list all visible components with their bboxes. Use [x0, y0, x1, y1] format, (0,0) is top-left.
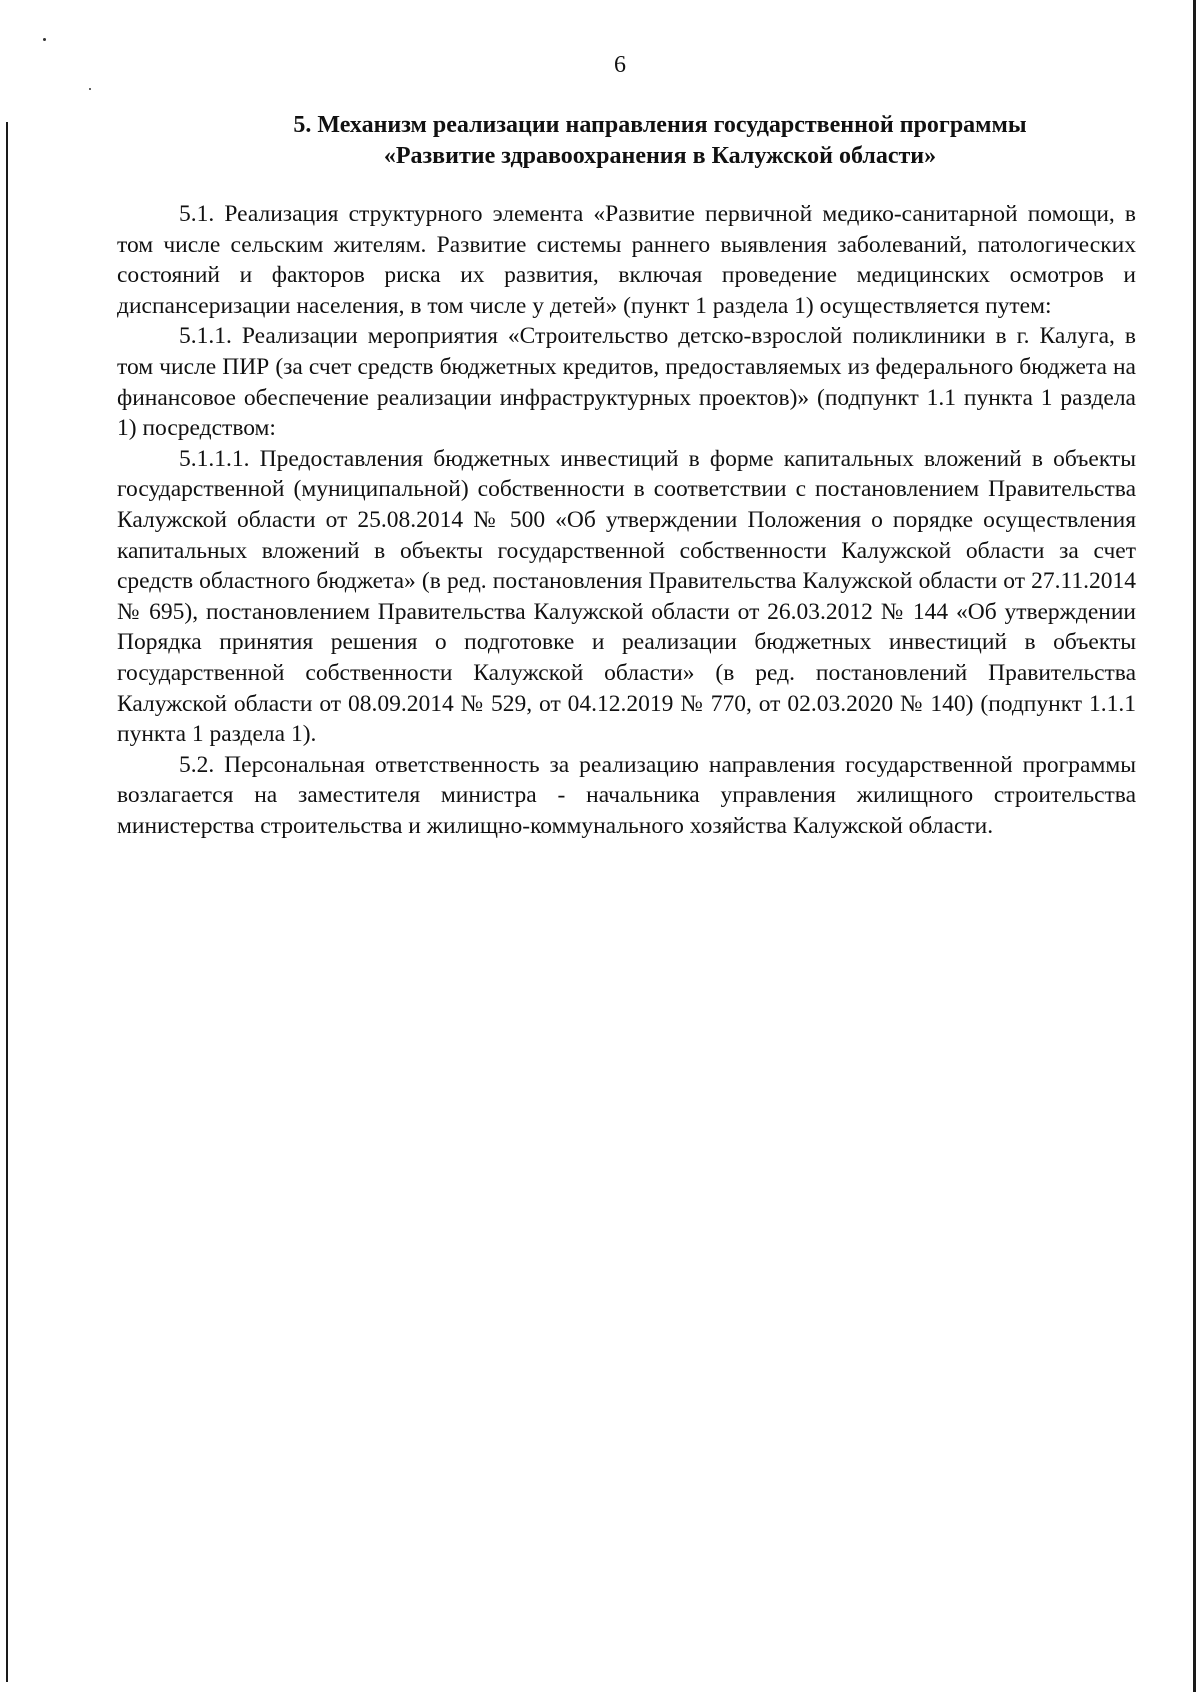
paragraph-5-1: 5.1. Реализация структурного элемента «Развитие первичной медико-санитарной помощи, в том числе сельским жителям. Развитие системы раннего выявления заболеваний, патологических состояний и факторов риска их развития, включая проведение медицинских осмотров и диспансеризации населения, в том числе у детей» (пункт 1 раздела 1) осуществляется путем: — [117, 201, 1136, 319]
body-text — [117, 199, 1136, 841]
section-heading-line-1: 5. Механизм реализации направления государственной программы — [293, 112, 1027, 138]
page-number: 6 — [614, 52, 626, 78]
section-heading-line-2: «Развитие здравоохранения в Калужской области» — [383, 143, 937, 169]
paragraph-5-1-1-1: 5.1.1.1. Предоставления бюджетных инвестиций в форме капитальных вложений в объекты государственной (муниципальной) собственности в соответствии с постановлением Правительства Калужской области от 25.08.2014 № 500 «Об утверждении Положения о порядке осуществления капитальных вложений в объекты государственной собственности Калужской области за счет средств областного бюджета» (в ред. постановления Правительства Калужской области от 27.11.2014 № 695), постановлением Правительства Калужской области от 26.03.2012 № 144 «Об утверждении Порядка принятия решения о подготовке и реализации бюджетных инвестиций в объекты государственной собственности Калужской области» (в ред. постановлений Правительства Калужской области от 08.09.2014 № 529, от 04.12.2019 № 770, от 02.03.2020 № 140) (подпункт 1.1.1 пункта 1 раздела 1). — [117, 445, 1136, 748]
scan-speck — [43, 38, 46, 41]
paragraph-5-1-1: 5.1.1. Реализации мероприятия «Строительство детско-взрослой поликлиники в г. Калуга, в том числе ПИР (за счет средств бюджетных кредитов, предоставляемых из федерального бюджета на финансовое обеспечение реализации инфраструктурных проектов)» (подпункт 1.1 пункта 1 раздела 1) посредством: — [117, 323, 1136, 442]
scan-edge-right — [1193, 0, 1196, 1692]
scan-speck — [89, 88, 91, 90]
section-heading — [160, 110, 1160, 172]
paragraph-5-2: 5.2. Персональная ответственность за реализацию направления государственной программы возлагается на заместителя министра - начальника управления жилищного строительства министерства строительства и жилищно-коммунального хозяйства Калужской области. — [117, 751, 1136, 839]
scan-edge-left — [6, 122, 8, 1682]
